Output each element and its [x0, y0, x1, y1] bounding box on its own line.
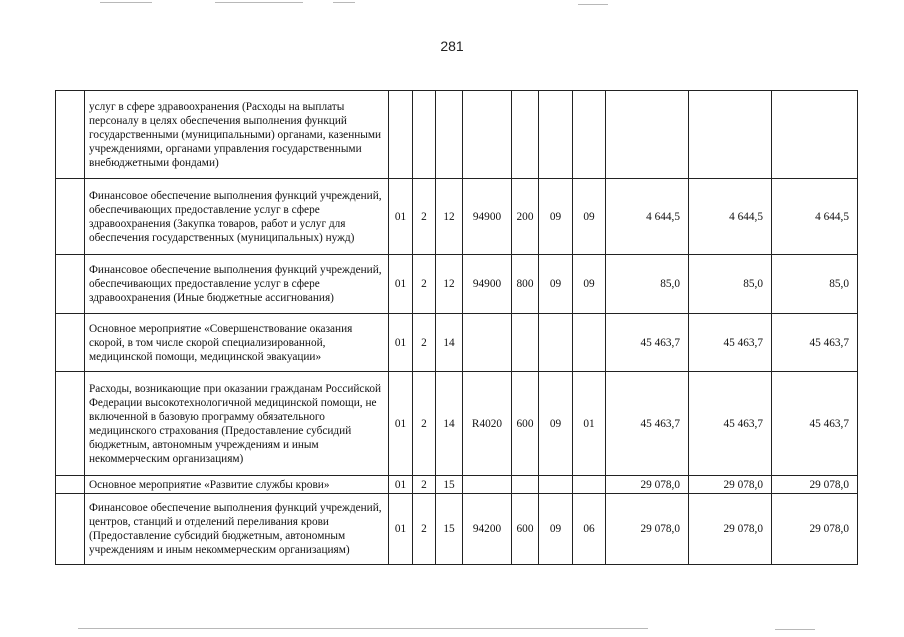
code-cell	[539, 476, 573, 494]
amount-cell	[689, 91, 772, 179]
code-cell: 14	[436, 314, 463, 372]
amount-cell	[606, 91, 689, 179]
code-cell: 01	[573, 372, 606, 476]
table-row	[56, 476, 858, 494]
budget-table	[55, 90, 858, 565]
code-cell: 01	[389, 255, 413, 314]
code-cell: 14	[436, 372, 463, 476]
code-cell: 01	[389, 314, 413, 372]
row-number-cell	[56, 255, 85, 314]
amount-cell: 45 463,7	[606, 372, 689, 476]
amount-cell: 85,0	[772, 255, 858, 314]
code-cell	[463, 91, 512, 179]
code-cell: 200	[512, 179, 539, 255]
table-row	[56, 255, 858, 314]
code-cell	[512, 91, 539, 179]
code-cell: 12	[436, 255, 463, 314]
description-cell: Основное мероприятие «Совершенствование оказания скорой, в том числе скорой специализированной, медицинской помощи, медицинской эвакуации»	[85, 314, 389, 372]
code-cell	[389, 91, 413, 179]
code-cell: 01	[389, 476, 413, 494]
amount-cell: 45 463,7	[772, 372, 858, 476]
code-cell: 2	[413, 255, 436, 314]
code-cell: 06	[573, 494, 606, 565]
description-cell: Финансовое обеспечение выполнения функций учреждений, центров, станций и отделений переливания крови (Предоставление субсидий бюджетным, автономным учреждениям и иным некоммерческим организациям)	[85, 494, 389, 565]
code-cell: 15	[436, 476, 463, 494]
amount-cell: 4 644,5	[772, 179, 858, 255]
table-row	[56, 372, 858, 476]
amount-cell: 4 644,5	[606, 179, 689, 255]
table-row	[56, 314, 858, 372]
code-cell	[539, 314, 573, 372]
row-number-cell	[56, 314, 85, 372]
row-number-cell	[56, 179, 85, 255]
scan-artifact-top-1	[100, 2, 152, 3]
code-cell	[539, 91, 573, 179]
code-cell: 2	[413, 476, 436, 494]
code-cell	[436, 91, 463, 179]
code-cell: 2	[413, 494, 436, 565]
code-cell: 600	[512, 494, 539, 565]
amount-cell: 29 078,0	[772, 494, 858, 565]
code-cell: R4020	[463, 372, 512, 476]
description-cell: Основное мероприятие «Развитие службы крови»	[85, 476, 389, 494]
code-cell: 09	[539, 255, 573, 314]
code-cell: 09	[539, 179, 573, 255]
code-cell: 2	[413, 314, 436, 372]
description-cell: Финансовое обеспечение выполнения функций учреждений, обеспечивающих предоставление услуг в сфере здравоохранения (Закупка товаров, работ и услуг для обеспечения государственных (муниципальных) нужд)	[85, 179, 389, 255]
table-row	[56, 91, 858, 179]
table-body	[56, 91, 858, 565]
amount-cell: 29 078,0	[689, 494, 772, 565]
row-number-cell	[56, 91, 85, 179]
code-cell	[413, 91, 436, 179]
code-cell: 09	[539, 372, 573, 476]
table-row	[56, 494, 858, 565]
amount-cell: 4 644,5	[689, 179, 772, 255]
amount-cell: 45 463,7	[689, 372, 772, 476]
description-cell: Расходы, возникающие при оказании гражданам Российской Федерации высокотехнологичной медицинской помощи, не включенной в базовую программу обязательного медицинского страхования (Предоставление субсидий бюджетным, автономным учреждениям и иным некоммерческим организациям)	[85, 372, 389, 476]
code-cell: 09	[539, 494, 573, 565]
row-number-cell	[56, 494, 85, 565]
code-cell: 01	[389, 494, 413, 565]
scan-artifact-bottom-2	[775, 629, 815, 630]
description-cell: Финансовое обеспечение выполнения функций учреждений, обеспечивающих предоставление услуг в сфере здравоохранения (Иные бюджетные ассигнования)	[85, 255, 389, 314]
code-cell: 2	[413, 372, 436, 476]
amount-cell: 29 078,0	[772, 476, 858, 494]
code-cell: 2	[413, 179, 436, 255]
code-cell: 94900	[463, 179, 512, 255]
page-number: 281	[440, 38, 464, 54]
description-cell: услуг в сфере здравоохранения (Расходы на выплаты персоналу в целях обеспечения выполнения функций государственными (муниципальными) органами, казенными учреждениями, органами управления государственными внебюджетными фондами)	[85, 91, 389, 179]
amount-cell: 85,0	[606, 255, 689, 314]
scan-artifact-top-3	[333, 2, 355, 3]
code-cell: 15	[436, 494, 463, 565]
scan-artifact-bottom-1	[78, 628, 648, 629]
amount-cell: 85,0	[689, 255, 772, 314]
amount-cell	[772, 91, 858, 179]
row-number-cell	[56, 476, 85, 494]
scan-artifact-top-2	[215, 2, 303, 3]
code-cell	[463, 314, 512, 372]
code-cell: 600	[512, 372, 539, 476]
code-cell: 800	[512, 255, 539, 314]
row-number-cell	[56, 372, 85, 476]
amount-cell: 29 078,0	[689, 476, 772, 494]
code-cell: 12	[436, 179, 463, 255]
code-cell: 09	[573, 255, 606, 314]
code-cell	[463, 476, 512, 494]
code-cell: 09	[573, 179, 606, 255]
code-cell: 94900	[463, 255, 512, 314]
code-cell	[573, 314, 606, 372]
code-cell	[512, 476, 539, 494]
code-cell: 01	[389, 179, 413, 255]
code-cell: 01	[389, 372, 413, 476]
code-cell	[573, 91, 606, 179]
amount-cell: 29 078,0	[606, 494, 689, 565]
code-cell	[512, 314, 539, 372]
amount-cell: 45 463,7	[689, 314, 772, 372]
amount-cell: 29 078,0	[606, 476, 689, 494]
code-cell: 94200	[463, 494, 512, 565]
amount-cell: 45 463,7	[772, 314, 858, 372]
table-row	[56, 179, 858, 255]
code-cell	[573, 476, 606, 494]
amount-cell: 45 463,7	[606, 314, 689, 372]
scan-artifact-top-4	[578, 4, 608, 5]
